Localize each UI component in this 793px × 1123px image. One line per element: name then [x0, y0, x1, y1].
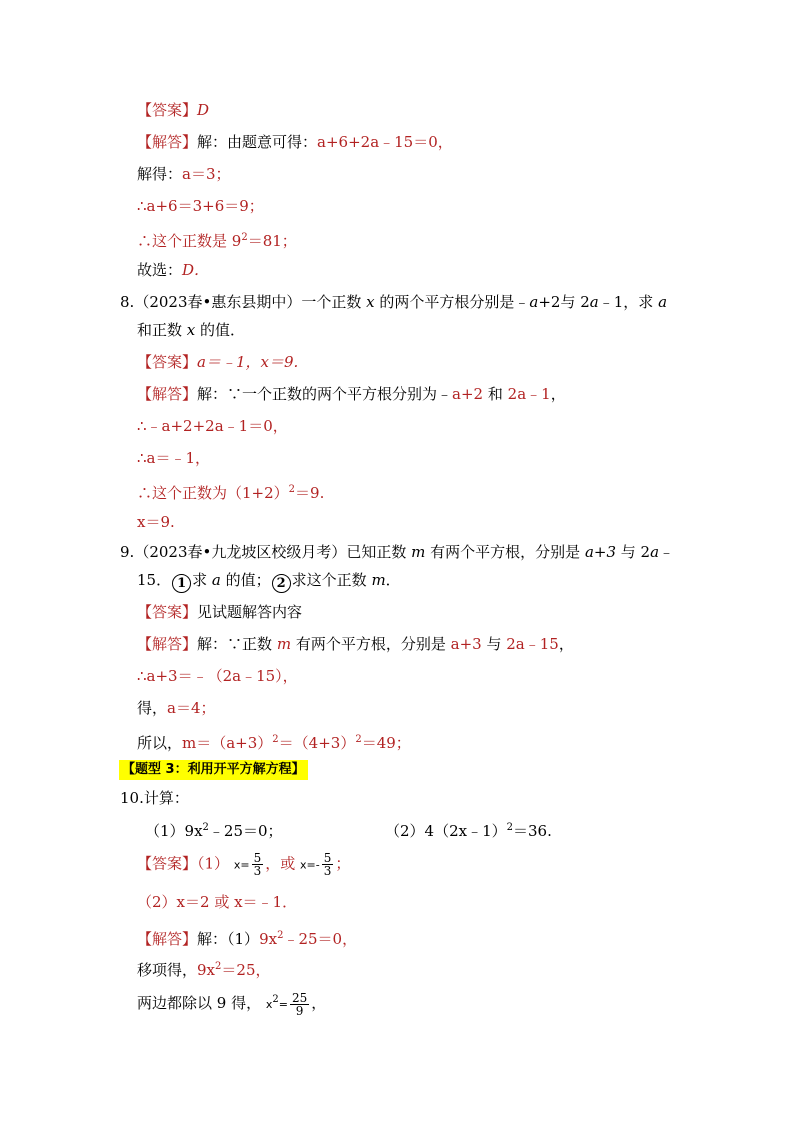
solution-step: ∴a+3＝﹣（2a﹣15），: [137, 667, 298, 685]
solution-step: ∴﹣a+2+2a﹣1＝0，: [137, 417, 288, 435]
fraction: $\frac{5}{3}$: [323, 851, 332, 878]
answer-line: 【答案】（1） x= $\frac{5}{3}$ ，或 x=- $\frac{5}{3}$ ；: [137, 851, 351, 878]
solution-step: ∴a＝﹣1，: [137, 449, 211, 467]
solution-step: ∴a+6＝3+6＝9；: [137, 197, 264, 215]
solution-line: 【解答】解：$(1)9x^2﹣25=0$，: [137, 930, 358, 948]
solution-step: 故选：D．: [137, 261, 210, 279]
solution-step: 解得：a＝3；: [137, 165, 231, 183]
solution-step: 两边都除以 9 得， $x^2=$ $\frac{25}{9}$ ，: [137, 990, 327, 1018]
fraction: $\frac{25}{9}$: [291, 990, 308, 1018]
circled-number: 2: [272, 574, 291, 593]
solution-step: 所以，$m=(a+3)^2=(4+3)^2=49$；: [137, 734, 411, 752]
answer-line: 【答案】a＝﹣1，x＝9.: [137, 353, 299, 371]
question-10-part-2: （2）4（2x﹣1）$^2$＝36.: [385, 822, 552, 840]
section-banner: 【题型 3：利用开平方解方程】: [119, 760, 308, 780]
circled-number: 1: [172, 574, 191, 593]
question-8-cont: 和正数 x 的值．: [137, 321, 246, 339]
answer-line: 【答案】见试题解答内容: [137, 603, 303, 621]
question-10-part-1: $(1)9x^2﹣25=0$；: [145, 822, 283, 840]
solution-step: ∴这个正数为$(1+2)^2=9$.: [137, 484, 325, 502]
fraction: $\frac{5}{3}$: [253, 851, 262, 878]
solution-step: ∴这个正数是 $9^2=81$；: [137, 232, 297, 250]
solution-line: 【解答】解：∵正数 m 有两个平方根，分别是 a+3 与 2a﹣15，: [137, 635, 574, 653]
solution-step: 得，a＝4；: [137, 699, 216, 717]
question-9: 9.（2023春•九龙坡区校级月考）已知正数 m 有两个平方根，分别是 a+3 与 2a﹣: [120, 543, 675, 561]
solution-step: x＝9.: [137, 513, 175, 531]
answer-line: 【答案】D: [137, 101, 210, 119]
question-10: 10.计算：: [120, 789, 189, 807]
solution-line: 【解答】解：由题意可得：a+6+2a﹣15＝0，: [137, 133, 453, 151]
solution-step: 移项得，$9x^2=25$，: [137, 961, 271, 979]
answer-line-2: （2）x＝2 或 x＝﹣1．: [137, 893, 298, 911]
question-8: 8.（2023春•惠东县期中）一个正数 x 的两个平方根分别是﹣a+2与 2a﹣1，求 a: [120, 293, 668, 311]
solution-line: 【解答】解：∵一个正数的两个平方根分别为﹣a+2 和 2a﹣1，: [137, 385, 566, 403]
question-9-cont: 15． 1 求 a 的值； 2 求这个正数 m．: [137, 571, 401, 591]
